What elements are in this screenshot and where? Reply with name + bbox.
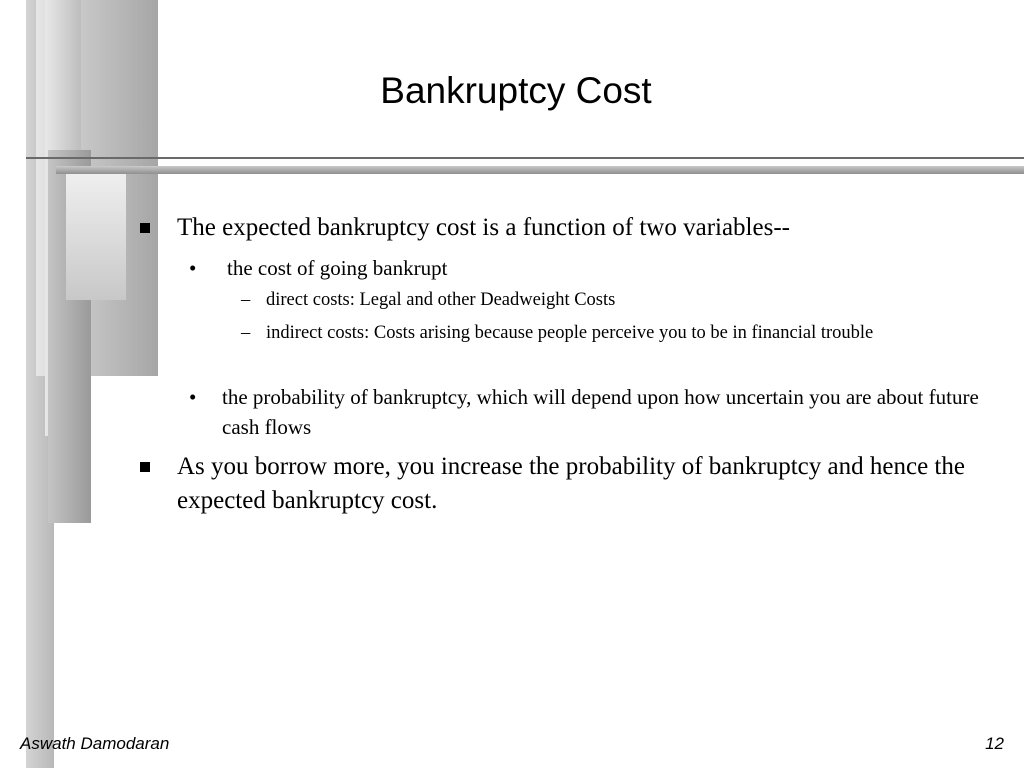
footer-page-number: 12 xyxy=(985,734,1004,753)
bullet-level2 xyxy=(189,382,987,442)
title-divider-thin xyxy=(26,157,1024,159)
title-divider-thick xyxy=(56,166,1024,174)
square-bullet-icon xyxy=(140,462,150,472)
bullet-level1 xyxy=(177,450,977,518)
dash-bullet-icon: – xyxy=(241,323,251,343)
dot-bullet-icon: • xyxy=(189,256,197,280)
bullet-level2 xyxy=(189,253,992,283)
bullet-level3 xyxy=(241,320,966,347)
dash-bullet-icon: – xyxy=(241,290,251,310)
bullet-level1 xyxy=(177,211,977,245)
dot-bullet-icon: • xyxy=(189,385,197,409)
bullet-text: indirect costs: Costs arising because people perceive you to be in financial trouble xyxy=(266,323,874,343)
bullet-level3 xyxy=(241,287,966,314)
decorative-bar xyxy=(66,170,126,300)
bullet-text: The expected bankruptcy cost is a function of two variables-- xyxy=(177,214,790,241)
bullet-text: the cost of going bankrupt xyxy=(227,256,448,280)
slide-title: Bankruptcy Cost xyxy=(380,70,652,111)
footer-author: Aswath Damodaran xyxy=(20,734,170,753)
bullet-text: the probability of bankruptcy, which will depend upon how uncertain you are about future cash flows xyxy=(222,385,979,439)
bullet-text: direct costs: Legal and other Deadweight Costs xyxy=(266,290,616,310)
square-bullet-icon xyxy=(140,223,150,233)
bullet-text: As you borrow more, you increase the probability of bankruptcy and hence the expected bankruptcy cost. xyxy=(177,453,965,514)
